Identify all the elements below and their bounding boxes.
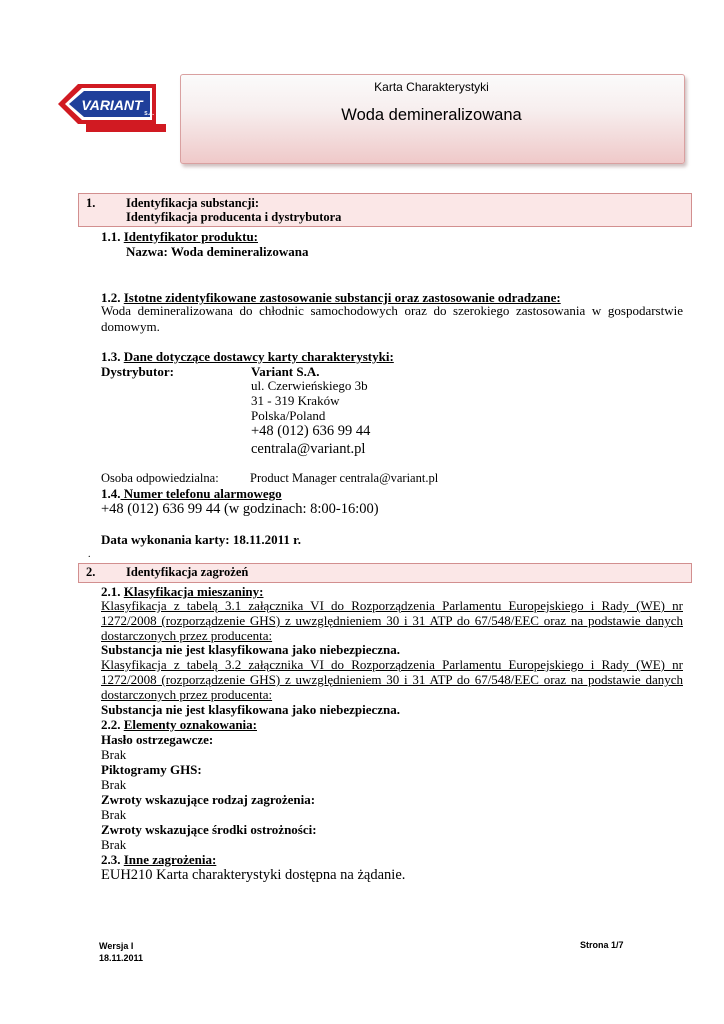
usage-text-line1: Woda demineralizowana do chłodnic samochodowych oraz do szerokiego zastosowania w gospodarstwie [101, 303, 683, 318]
responsible-label: Osoba odpowiedzialna: [101, 471, 219, 485]
subsection-1-1-title: 1.1. Identyfikator produktu: [101, 229, 258, 244]
variant-logo [56, 80, 168, 136]
subsection-1-2-title: 1.2. Istotne zidentyfikowane zastosowanie substancji oraz zastosowanie odradzane: [101, 290, 561, 305]
logo-brand-text: VARIANT [81, 97, 143, 113]
classification-2-line2: 1272/2008 (rozporządzenie GHS) z uwzględnieniem 30 i 31 ATP do 67/548/EEC oraz na podstawie danych [101, 672, 683, 687]
section-1-number: 1. [86, 196, 96, 210]
address-country: Polska/Poland [251, 408, 326, 423]
classification-2-line3: dostarczonych przez producenta: [101, 687, 273, 702]
product-name: Nazwa: Woda demineralizowana [126, 244, 309, 259]
classification-1-line3: dostarczonych przez producenta: [101, 628, 273, 643]
classification-1-line1: Klasyfikacja z tabelą 3.1 załącznika VI do Rozporządzenia Parlamentu Europejskiego i Rady (WE) nr [101, 598, 683, 613]
logo-red-bar [86, 124, 166, 132]
card-date: Data wykonania karty: 18.11.2011 r. [101, 532, 301, 547]
stray-dot: . [88, 549, 91, 560]
subsection-2-1-title: 2.1. Klasyfikacja mieszaniny: [101, 584, 264, 599]
emergency-phone: +48 (012) 636 99 44 (w godzinach: 8:00-16:00) [101, 501, 379, 517]
classification-1-result: Substancja nie jest klasyfikowana jako niebezpieczna. [101, 642, 401, 657]
subsection-1-3-title: 1.3. Dane dotyczące dostawcy karty charakterystyki: [101, 349, 394, 364]
logo-suffix-text: S.A. [144, 111, 154, 117]
address-street: ul. Czerwieńskiego 3b [251, 378, 368, 393]
subsection-1-4-title: 1.4. Numer telefonu alarmowego [101, 486, 282, 501]
hazard-statements-label: Zwroty wskazujące rodzaj zagrożenia: [101, 792, 316, 807]
signal-word-value: Brak [101, 747, 127, 762]
distributor-name: Variant S.A. [251, 364, 320, 379]
footer-page-number: Strona 1/7 [580, 940, 624, 950]
subsection-2-3-title: 2.3. Inne zagrożenia: [101, 852, 217, 867]
ghs-pictograms-label: Piktogramy GHS: [101, 762, 202, 777]
usage-text-line2: domowym. [101, 319, 160, 334]
footer-date: 18.11.2011 [99, 953, 144, 963]
document-type: Karta Charakterystyki [374, 80, 489, 94]
distributor-email: centrala@variant.pl [251, 441, 366, 457]
precautionary-statements-label: Zwroty wskazujące środki ostrożności: [101, 822, 317, 837]
distributor-phone: +48 (012) 636 99 44 [251, 423, 371, 439]
section-2-number: 2. [86, 565, 96, 579]
responsible-value: Product Manager centrala@variant.pl [250, 471, 439, 485]
section-1-heading-line1: Identyfikacja substancji: [126, 196, 259, 210]
signal-word-label: Hasło ostrzegawcze: [101, 732, 214, 747]
page-title: Woda demineralizowana [341, 106, 522, 124]
classification-1-line2: 1272/2008 (rozporządzenie GHS) z uwzględnieniem 30 i 31 ATP do 67/548/EEC oraz na podstawie danych [101, 613, 683, 628]
other-hazards-text: EUH210 Karta charakterystyki dostępna na żądanie. [101, 867, 406, 883]
footer-version: Wersja I [99, 941, 134, 951]
classification-2-line1: Klasyfikacja z tabelą 3.2 załącznika VI do Rozporządzenia Parlamentu Europejskiego i Rady (WE) nr [101, 657, 683, 672]
address-city: 31 - 319 Kraków [251, 393, 340, 408]
precautionary-statements-value: Brak [101, 837, 127, 852]
classification-2-result: Substancja nie jest klasyfikowana jako niebezpieczna. [101, 702, 401, 717]
section-1-heading-line2: Identyfikacja producenta i dystrybutora [126, 210, 342, 224]
footer-version-block [99, 940, 143, 964]
ghs-pictograms-value: Brak [101, 777, 127, 792]
distributor-label: Dystrybutor: [101, 364, 174, 379]
subsection-2-2-title: 2.2. Elementy oznakowania: [101, 717, 257, 732]
section-2-heading: Identyfikacja zagrożeń [126, 565, 249, 579]
hazard-statements-value: Brak [101, 807, 127, 822]
